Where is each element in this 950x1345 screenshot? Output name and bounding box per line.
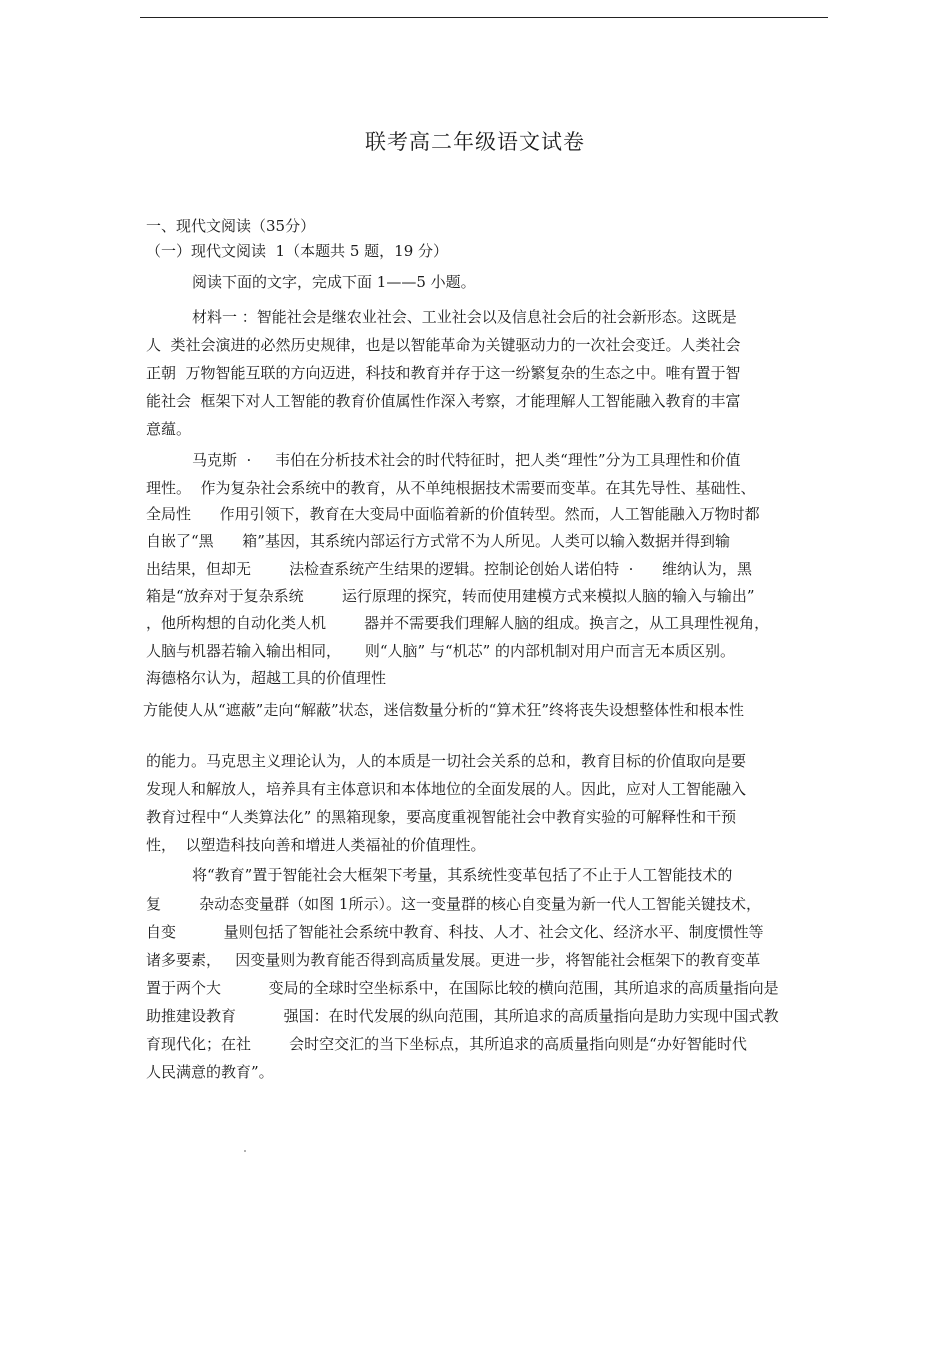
text-line-wrapped: 方能使人从“遮蔽”走向“解蔽”状态，迷信数量分析的“算术狂”终将丧失设想整体性和根本性 — [143, 701, 745, 719]
text-line: 材料一 ：智能社会是继农业社会、工业社会以及信息社会后的社会新形态。这既是 — [192, 308, 737, 326]
subsection-heading: （一）现代文阅读 1（本题共 5 题，19 分） — [146, 242, 449, 260]
text-line: 自变 量则包括了智能社会系统中教育、科技、人才、社会文化、经济水平、制度惯性等 — [146, 923, 764, 941]
text-line: 人 类社会演进的必然历史规律，也是以智能革命为关键驱动力的一次社会变迁。人类社会 — [146, 336, 741, 354]
text-line: 教育过程中“人类算法化” 的黑箱现象，要高度重视智能社会中教育实验的可解释性和干预 — [146, 808, 737, 826]
text-line: 马克斯 · 韦伯在分析技术社会的时代特征时，把人类“理性”分为工具理性和价值 — [192, 451, 741, 469]
text-line: 人民满意的教育”。 — [146, 1063, 274, 1081]
instruction-text: 阅读下面的文字，完成下面 1——5 小题。 — [192, 273, 476, 291]
text-line: 将“教育”置于智能社会大框架下考量，其系统性变革包括了不止于人工智能技术的 — [192, 866, 733, 884]
text-line: 理性。 作为复杂社会系统中的教育，从不单纯根据技术需要而变革。在其先导性、基础性、 — [146, 479, 756, 497]
text-line: 助推建设教育 强国：在时代发展的纵向范围，其所追求的高质量指向是助力实现中国式教 — [146, 1007, 779, 1025]
text-line: 全局性 作用引领下，教育在大变局中面临着新的价值转型。然而，人工智能融入万物时都 — [146, 505, 760, 523]
text-line: 发现人和解放人，培养具有主体意识和本体地位的全面发展的人。因此，应对人工智能融入 — [146, 780, 747, 798]
text-line: 性， 以塑造科技向善和增进人类福祉的价值理性。 — [146, 836, 486, 854]
text-line: 育现代化；在社 会时空交汇的当下坐标点，其所追求的高质量指向则是“办好智能时代 — [146, 1035, 747, 1053]
text-line: 的能力。马克思主义理论认为，人的本质是一切社会关系的总和，教育目标的价值取向是要 — [146, 752, 747, 770]
top-rule — [140, 17, 828, 18]
text-line: 诸多要素， 因变量则为教育能否得到高质量发展。更进一步，将智能社会框架下的教育变革 — [146, 951, 761, 969]
text-line: 自嵌了“黑 箱”基因，其系统内部运行方式常不为人所见。人类可以输入数据并得到输 — [146, 532, 730, 550]
text-line: ，他所构想的自动化类人机 器并不需要我们理解人脑的组成。换言之，从工具理性视角， — [146, 614, 770, 632]
text-line: 出结果，但却无 法检查系统产生结果的逻辑。控制论创始人诺伯特 · 维纳认为，黑 — [146, 560, 753, 578]
section-heading: 一、现代文阅读（35分） — [146, 217, 316, 235]
page-title: 联考高二年级语文试卷 — [365, 130, 585, 154]
text-line: 复 杂动态变量群（如图 1所示）。这一变量群的核心自变量为新一代人工智能关键技术， — [146, 895, 761, 913]
text-line: 海德格尔认为，超越工具的价值理性 — [146, 669, 387, 687]
text-line: 人脑与机器若输入输出相同， 则“人脑” 与“机芯” 的内部机制对用户而言无本质区别。 — [146, 642, 736, 660]
text-line: 正朝 万物智能互联的方向迈进，科技和教育并存于这一纷繁复杂的生态之中。唯有置于智 — [146, 364, 741, 382]
text-line: 意蕴。 — [146, 420, 192, 438]
text-line: 箱是“放弃对于复杂系统 运行原理的探究，转而使用建模方式来模拟人脑的输入与输出” — [146, 587, 755, 605]
text-line: 置于两个大 变局的全球时空坐标系中，在国际比较的横向范围，其所追求的高质量指向是 — [146, 979, 779, 997]
text-line: 能社会 框架下对人工智能的教育价值属性作深入考察，才能理解人工智能融入教育的丰富 — [146, 392, 741, 410]
scan-speck — [244, 1150, 246, 1152]
